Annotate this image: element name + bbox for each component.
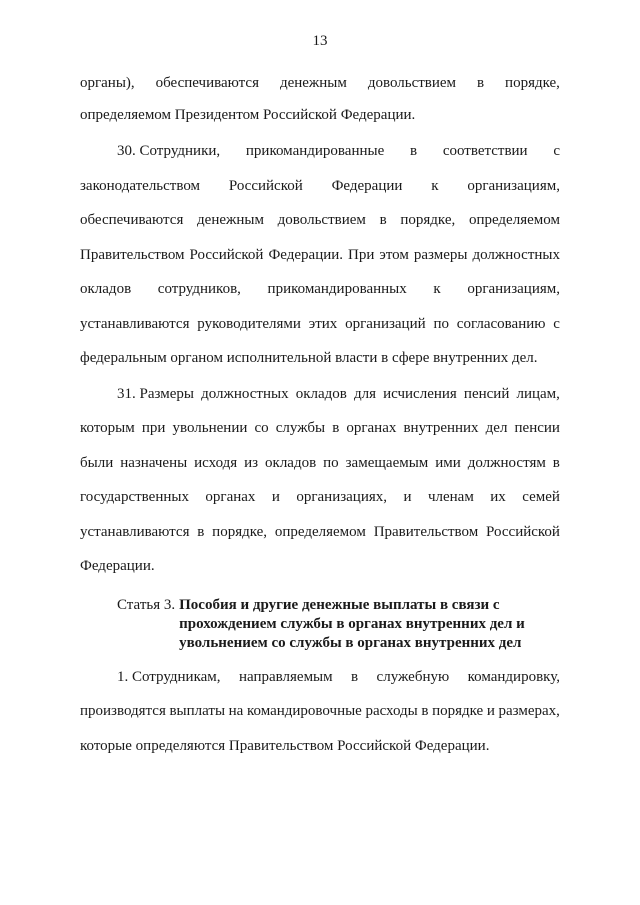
word: в [421, 703, 429, 719]
text-line-12 [80, 453, 560, 473]
word: служебную [376, 669, 450, 685]
word: порядке [432, 703, 484, 719]
word: должностных [472, 247, 560, 263]
word: по [323, 455, 339, 471]
word: окладов [80, 281, 132, 297]
text-line-4 [80, 176, 560, 196]
word: 1. Сотрудникам, [117, 669, 221, 685]
text-line-1 [80, 73, 560, 93]
word: обеспечиваются [155, 75, 259, 91]
word: органы), [80, 75, 135, 91]
word: производятся [80, 703, 166, 719]
page-number: 13 [312, 33, 328, 49]
word: командировку, [467, 669, 560, 685]
text-line-18: которые определяются Правительством Российской Федерации. [80, 738, 490, 754]
word: при [141, 420, 166, 436]
article-title [179, 596, 525, 653]
word: сотрудников, [157, 281, 241, 297]
word: в [379, 212, 387, 228]
word: с [553, 143, 560, 159]
word: ими [435, 455, 461, 471]
word: в [332, 420, 340, 436]
word: Российской [486, 524, 560, 540]
text-line-9: федеральным органом исполнительной власти в сфере внутренних дел. [80, 350, 538, 366]
text-line-11 [80, 418, 560, 438]
word: к [431, 178, 439, 194]
word: по [433, 316, 449, 332]
word: прикомандированные [245, 143, 385, 159]
word: должностям [467, 455, 546, 471]
word: законодательством [80, 178, 201, 194]
word: к [433, 281, 441, 297]
word: с [553, 316, 560, 332]
text-line-15: Федерации. [80, 558, 155, 574]
word: определяемом [468, 212, 560, 228]
word: организациям, [467, 281, 560, 297]
article-title-line-3: увольнением со службы в органах внутренних дел [179, 635, 522, 651]
word: лицам, [516, 386, 560, 402]
word: 30. Сотрудники, [117, 143, 221, 159]
word: исчисления [383, 386, 457, 402]
word: порядке, [400, 212, 456, 228]
article-title-line-2: прохождением службы в органах внутренних дел и [179, 616, 525, 632]
word: согласованию [456, 316, 546, 332]
word: денежным [197, 212, 264, 228]
word: этом [379, 247, 409, 263]
word: определяемом [274, 524, 366, 540]
word: в [552, 455, 560, 471]
word: исходя [194, 455, 238, 471]
word: Российской [228, 178, 303, 194]
word: Правительством [373, 524, 479, 540]
word: замещаемым [345, 455, 429, 471]
word: были [80, 455, 114, 471]
article-heading [117, 596, 525, 653]
word: довольствием [277, 212, 366, 228]
word: семей [522, 489, 560, 505]
word: членам [427, 489, 474, 505]
word: увольнении [172, 420, 248, 436]
text-line-14 [80, 522, 560, 542]
word: довольствием [367, 75, 457, 91]
word: организациям, [467, 178, 560, 194]
word: дел [485, 420, 508, 436]
word: в [477, 75, 485, 91]
word: 31. Размеры [117, 386, 194, 402]
word: размеры [413, 247, 468, 263]
word: из [244, 455, 259, 471]
text-line-10 [117, 384, 560, 404]
word: и [271, 489, 280, 505]
word: направляемым [238, 669, 333, 685]
word: окладов [295, 386, 347, 402]
word: в [197, 524, 205, 540]
word: размерах, [498, 703, 560, 719]
word: их [490, 489, 506, 505]
word: порядке, [505, 75, 560, 91]
word: устанавливаются [80, 316, 190, 332]
word: выплаты [169, 703, 226, 719]
word: организациях, [296, 489, 388, 505]
word: которым [80, 420, 135, 436]
word: и [403, 489, 412, 505]
word: порядке, [212, 524, 268, 540]
word: назначены [120, 455, 188, 471]
word: со [254, 420, 269, 436]
word: для [353, 386, 376, 402]
text-line-2: определяемом Президентом Российской Федерации. [80, 107, 416, 123]
word: внутренних [403, 420, 479, 436]
word: органах [346, 420, 397, 436]
word: командировочные [246, 703, 362, 719]
word: пенсий [463, 386, 510, 402]
word: При [348, 247, 375, 263]
word: органах [205, 489, 256, 505]
word: организаций [345, 316, 426, 332]
word: руководителями [197, 316, 301, 332]
word: устанавливаются [80, 524, 190, 540]
word: службы [275, 420, 326, 436]
word: должностных [201, 386, 289, 402]
word: и [486, 703, 495, 719]
article-title-line-1: Пособия и другие денежные выплаты в связи с [179, 597, 500, 613]
text-line-13 [80, 487, 560, 507]
word: в [410, 143, 418, 159]
text-line-16 [117, 667, 560, 687]
text-line-6 [80, 245, 560, 265]
word: расходы [365, 703, 418, 719]
word: денежным [279, 75, 347, 91]
text-line-5 [80, 210, 560, 230]
word: в [351, 669, 359, 685]
word: Федерации [331, 178, 403, 194]
text-line-8 [80, 314, 560, 334]
word: прикомандированных [267, 281, 407, 297]
word: обеспечиваются [80, 212, 184, 228]
article-label: Статья 3. [117, 597, 176, 613]
word: окладов [265, 455, 317, 471]
word: Российской [189, 247, 264, 263]
word: на [228, 703, 244, 719]
text-line-7 [80, 279, 560, 299]
word: соответствии [442, 143, 528, 159]
word: пенсии [514, 420, 560, 436]
word: Правительством [80, 247, 185, 263]
text-line-3 [117, 141, 560, 161]
word: Федерации. [268, 247, 344, 263]
text-line-17 [80, 701, 560, 721]
word: государственных [80, 489, 189, 505]
word: этих [308, 316, 338, 332]
